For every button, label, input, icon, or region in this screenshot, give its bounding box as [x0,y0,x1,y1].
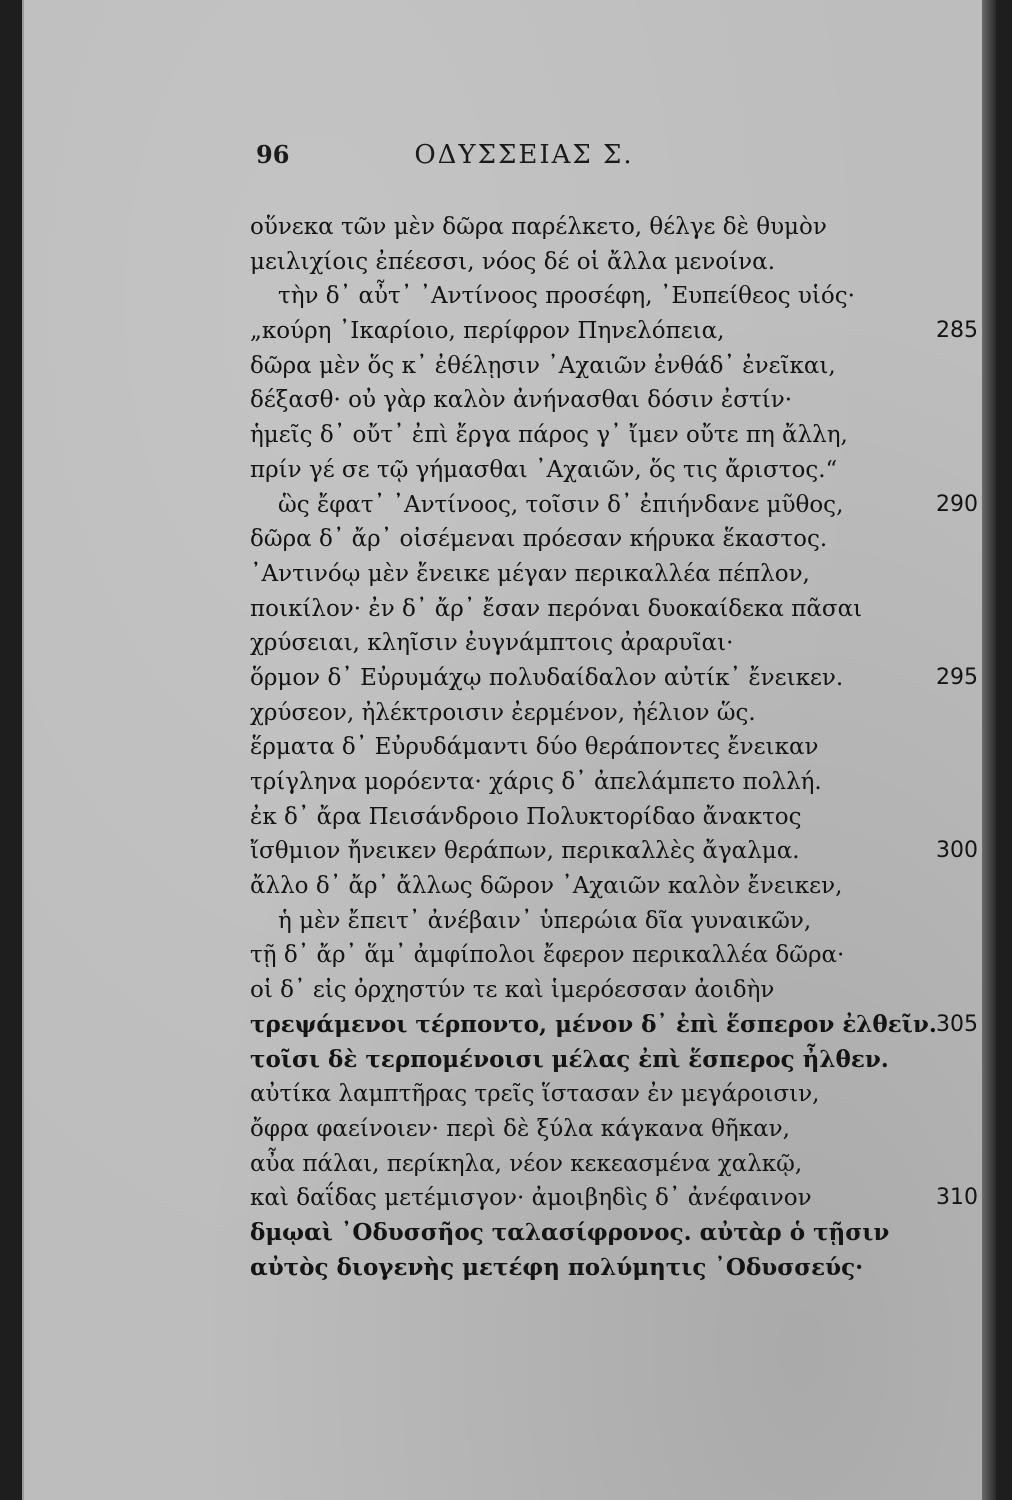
verse-line-text: αὖα πάλαι, περίκηλα, νέον κεκεασμένα χαλκῷ, [250,1150,803,1177]
line-number: 285 [936,318,978,344]
verse-line [250,661,978,696]
line-number: 300 [936,838,978,864]
verse-line [250,245,940,280]
verse-line [250,800,940,835]
verse-line-text: ὄφρα φαείνοιεν· περὶ δὲ ξύλα κάγκανα θῆκαν, [250,1115,790,1142]
verse-line-text: δέξασθ· οὐ γὰρ καλὸν ἀνήνασθαι δόσιν ἐστίν· [250,387,793,414]
line-number: 290 [936,491,978,517]
verse-line-text: ᾽Αντινόῳ μὲν ἔνεικε μέγαν περικαλλέα πέπλον, [250,560,810,587]
verse-line-text: ἄλλο δ᾽ ἄρ᾽ ἄλλως δῶρον ᾽Αχαιῶν καλὸν ἔνεικεν, [250,873,843,900]
running-title: ΟΔΥΣΣΕΙΑΣ Σ. [414,140,634,170]
verse-line [250,418,940,453]
verse-line-text: αὐτὸς διογενὴς μετέφη πολύμητις ᾽Οδυσσεύς· [250,1253,864,1281]
verse-line [250,1112,940,1147]
book-page [22,0,996,1500]
verse-line [250,765,940,800]
verse-line-text: χρύσειαι, κληῖσιν ἐυγνάμπτοις ἀραρυῖαι· [250,630,734,657]
verse-line [250,696,940,731]
page-header [24,132,996,192]
verse-line-text: δμῳαὶ ᾽Οδυσσῆος ταλασίφρονος. αὐτὰρ ὁ τῇσιν [250,1218,890,1246]
verse-line-text: τοῖσι δὲ τερπομένοισι μέλας ἐπὶ ἕσπερος ἦλθεν. [250,1045,889,1073]
verse-line-text: πρίν γέ σε τῷ γήμασθαι ᾽Αχαιῶν, ὅς τις ἄριστος.“ [250,456,838,483]
verse-line [250,730,940,765]
verse-line-text: δῶρα δ᾽ ἄρ᾽ οἰσέμεναι πρόεσαν κήρυκα ἕκαστος. [250,526,828,553]
verse-line-text: δῶρα μὲν ὅς κ᾽ ἐθέλῃσιν ᾽Αχαιῶν ἐνθάδ᾽ ἐνεῖκαι, [250,352,836,379]
verse-line-text: ποικίλον· ἐν δ᾽ ἄρ᾽ ἔσαν περόναι δυοκαίδεκα πᾶσαι [250,595,863,622]
line-number: 310 [936,1185,978,1211]
verse-line [250,973,940,1008]
page-number: 96 [256,140,290,169]
verse-text-block [250,210,978,1285]
page-edge-shadow [982,0,996,1500]
verse-line-text: τρεψάμενοι τέρποντο, μένον δ᾽ ἐπὶ ἕσπερον ἐλθεῖν. [250,1010,937,1038]
verse-line [250,279,940,314]
verse-line [250,349,940,384]
verse-line-text: ἐκ δ᾽ ἄρα Πεισάνδροιο Πολυκτορίδαο ἄνακτος [250,803,802,830]
verse-line [250,626,940,661]
verse-line [250,453,940,488]
verse-line [250,592,940,627]
verse-line [250,1147,940,1182]
verse-line [250,1077,940,1112]
verse-line [250,522,940,557]
verse-line [250,1251,940,1286]
verse-line [250,1043,940,1078]
verse-line [250,383,940,418]
verse-line-text: ὅρμον δ᾽ Εὐρυμάχῳ πολυδαίδαλον αὐτίκ᾽ ἔνεικεν. [250,664,844,691]
line-number: 305 [936,1011,978,1037]
verse-line [250,869,940,904]
verse-line-text: αὐτίκα λαμπτῆρας τρεῖς ἵστασαν ἐν μεγάροισιν, [250,1081,820,1108]
verse-line-text: χρύσεον, ἠλέκτροισιν ἐερμένον, ἠέλιον ὥς. [250,699,756,726]
verse-line-text: ἕρματα δ᾽ Εὐρυδάμαντι δύο θεράποντες ἔνεικαν [250,734,819,761]
verse-line-text: τὴν δ᾽ αὖτ᾽ ᾽Αντίνοος προσέφη, ᾽Ευπείθεος υἱός· [278,283,855,310]
verse-line [250,557,940,592]
verse-line-text: οἱ δ᾽ εἰς ὀρχηστύν τε καὶ ἱμερόεσσαν ἀοιδὴν [250,977,775,1004]
verse-line-text: μειλιχίοις ἐπέεσσι, νόος δέ οἱ ἄλλα μενοίνα. [250,248,776,275]
verse-line-text: οὕνεκα τῶν μὲν δῶρα παρέλκετο, θέλγε δὲ θυμὸν [250,214,827,240]
line-number: 295 [936,664,978,690]
verse-line [250,938,940,973]
verse-line [250,1008,978,1043]
verse-line [250,904,940,939]
verse-line-text: „κούρη ᾽Ικαρίοιο, περίφρον Πηνελόπεια, [250,318,725,345]
verse-line [250,488,978,523]
verse-line-text: ἡμεῖς δ᾽ οὔτ᾽ ἐπὶ ἔργα πάρος γ᾽ ἴμεν οὔτε πη ἄλλη, [250,422,848,449]
verse-line [250,834,978,869]
verse-line-text: ἴσθμιον ἤνεικεν θεράπων, περικαλλὲς ἄγαλμα. [250,838,800,865]
verse-line [250,314,978,349]
verse-line-text: τρίγληνα μορόεντα· χάρις δ᾽ ἀπελάμπετο πολλή. [250,769,822,795]
verse-line [250,210,940,245]
verse-line-text: καὶ δαΐδας μετέμισγον· ἀμοιβηδὶς δ᾽ ἀνέφαινον [250,1185,812,1212]
verse-line [250,1216,940,1251]
verse-line [250,1181,978,1216]
verse-line-text: ἡ μὲν ἔπειτ᾽ ἀνέβαιν᾽ ὑπερώια δῖα γυναικῶν, [278,907,812,934]
verse-line-text: τῇ δ᾽ ἄρ᾽ ἅμ᾽ ἀμφίπολοι ἔφερον περικαλλέα δῶρα· [250,942,845,969]
verse-line-text: ὣς ἔφατ᾽ ᾽Αντίνοος, τοῖσιν δ᾽ ἐπιήνδανε μῦθος, [278,491,844,518]
